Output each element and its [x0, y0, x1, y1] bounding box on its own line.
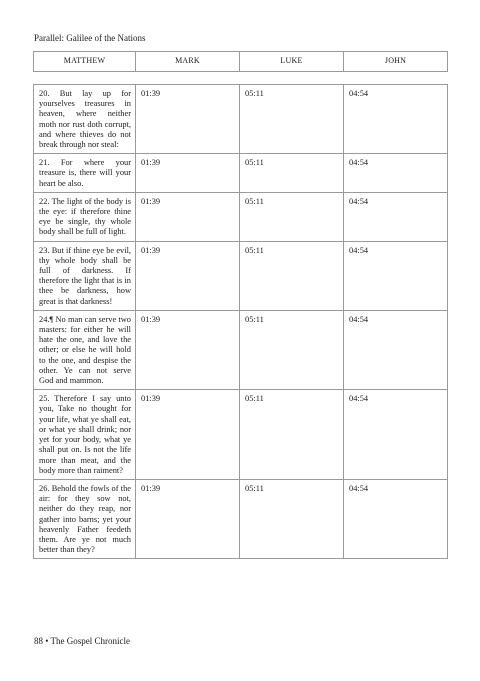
mark-reference: 01:39 — [136, 192, 240, 241]
spacer-row — [34, 72, 448, 85]
column-header-luke: LUKE — [240, 52, 344, 72]
john-reference: 04:54 — [344, 192, 448, 241]
luke-reference: 05:11 — [240, 479, 344, 558]
mark-reference: 01:39 — [136, 154, 240, 193]
page-footer: 88 • The Gospel Chronicle — [34, 636, 130, 646]
table-row — [34, 479, 448, 558]
mark-reference: 01:39 — [136, 390, 240, 480]
page-header: Parallel: Galilee of the Nations — [34, 33, 146, 43]
column-header-mark: MARK — [136, 52, 240, 72]
john-reference: 04:54 — [344, 310, 448, 389]
table-row — [34, 390, 448, 480]
mark-reference: 01:39 — [136, 310, 240, 389]
john-reference: 04:54 — [344, 241, 448, 310]
john-reference: 04:54 — [344, 154, 448, 193]
column-header-john: JOHN — [344, 52, 448, 72]
parallel-table — [33, 51, 448, 559]
matthew-verse: 21. For where your treasure is, there will your heart be also. — [34, 154, 136, 193]
luke-reference: 05:11 — [240, 310, 344, 389]
matthew-verse: 24.¶ No man can serve two masters: for either he will hate the one, and love the other; or else he will hold to the one, and despise the other. Ye can not serve God and mammon. — [34, 310, 136, 389]
table-row — [34, 310, 448, 389]
matthew-verse: 23. But if thine eye be evil, thy whole body shall be full of darkness. If therefore the light that is in thee be darkness, how great is that darkness! — [34, 241, 136, 310]
luke-reference: 05:11 — [240, 390, 344, 480]
luke-reference: 05:11 — [240, 85, 344, 154]
john-reference: 04:54 — [344, 479, 448, 558]
table-row — [34, 85, 448, 154]
table-row — [34, 154, 448, 193]
column-header-matthew: MATTHEW — [34, 52, 136, 72]
mark-reference: 01:39 — [136, 479, 240, 558]
mark-reference: 01:39 — [136, 241, 240, 310]
mark-reference: 01:39 — [136, 85, 240, 154]
table-header-row — [34, 52, 448, 72]
john-reference: 04:54 — [344, 390, 448, 480]
table-row — [34, 192, 448, 241]
matthew-verse: 20. But lay up for yourselves treasures in heaven, where neither moth nor rust doth corrupt, and where thieves do not break through nor steal: — [34, 85, 136, 154]
luke-reference: 05:11 — [240, 154, 344, 193]
luke-reference: 05:11 — [240, 241, 344, 310]
matthew-verse: 22. The light of the body is the eye: if therefore thine eye be single, thy whole body shall be full of light. — [34, 192, 136, 241]
matthew-verse: 26. Behold the fowls of the air: for they sow not, neither do they reap, nor gather into barns; yet your heavenly Father feedeth them. Are ye not much better than they? — [34, 479, 136, 558]
john-reference: 04:54 — [344, 85, 448, 154]
matthew-verse: 25. Therefore I say unto you, Take no thought for your life, what ye shall eat, or what ye shall drink; nor yet for your body, what ye shall put on. Is not the life more than meat, and the body more than raiment? — [34, 390, 136, 480]
table-row — [34, 241, 448, 310]
luke-reference: 05:11 — [240, 192, 344, 241]
